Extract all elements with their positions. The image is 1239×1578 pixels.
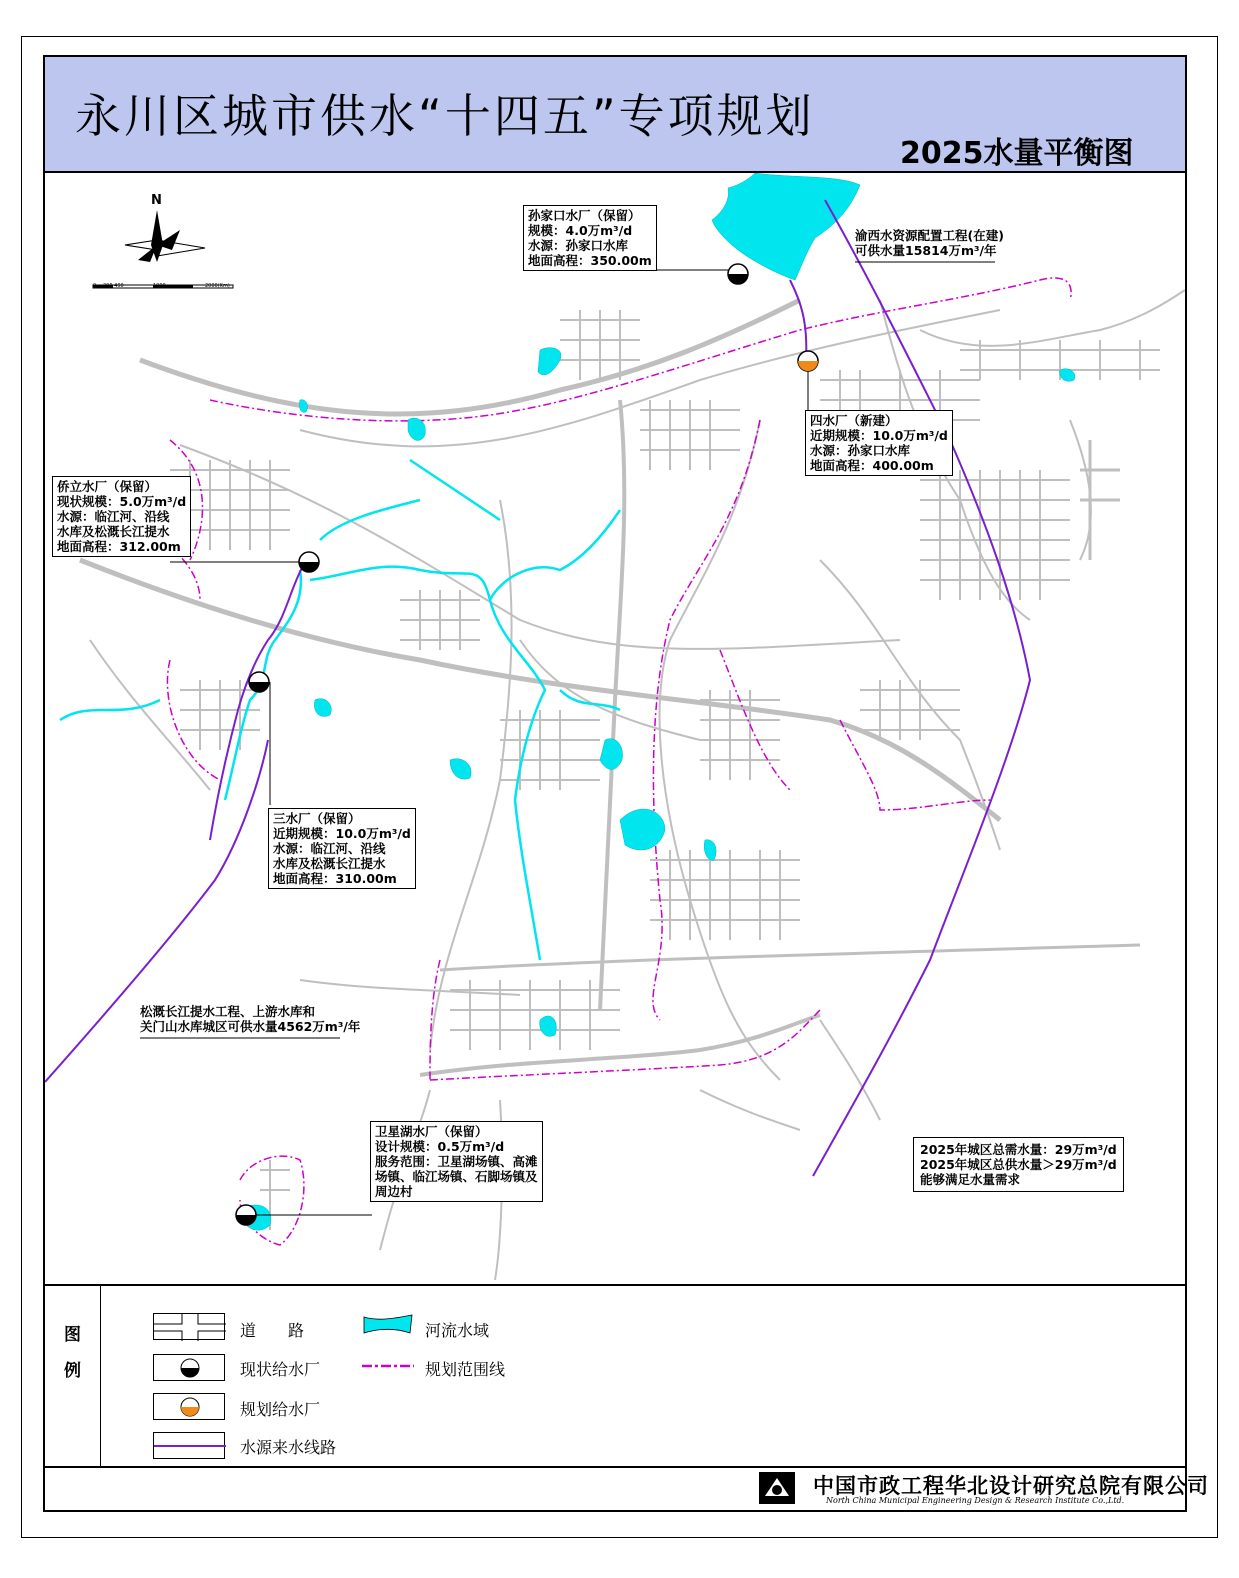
map-canvas[interactable] — [45, 173, 1185, 1284]
label-line: 设计规模：0.5万m³/d — [375, 1139, 505, 1154]
legend-pipeline-swatch — [153, 1432, 225, 1459]
label-line: 近期规模：10.0万m³/d — [273, 826, 411, 841]
north-arrow-icon — [125, 210, 205, 262]
label-line: 孙家口水厂（保留） — [528, 208, 641, 223]
label-line: 水库及松溉长江提水 — [57, 524, 170, 539]
label-line: 卫星湖水厂（保留） — [375, 1124, 488, 1139]
existing-plant-qiaoli[interactable] — [299, 552, 319, 572]
legend-boundary-swatch — [362, 1354, 414, 1377]
label-line: 服务范围：卫星湖场镇、高滩 — [375, 1154, 538, 1169]
label-line: 三水厂（保留） — [273, 811, 361, 826]
label-line: 水源：孙家口水库 — [810, 443, 911, 458]
label-line: 水库及松溉长江提水 — [273, 856, 386, 871]
existing-plant-third[interactable] — [249, 672, 269, 692]
legend-planned-swatch — [153, 1393, 225, 1420]
page-title: 永川区城市供水“十四五”专项规划 — [75, 89, 815, 143]
label-line: 近期规模：10.0万m³/d — [810, 428, 948, 443]
company-name: 中国市政工程华北设计研究总院有限公司 — [813, 1474, 1209, 1498]
road-network — [80, 290, 1185, 1280]
label-line: 规模：4.0万m³/d — [528, 223, 633, 238]
water-balance-summary — [913, 1137, 1124, 1192]
legend-heading-2: 例 — [64, 1361, 81, 1381]
legend-water-swatch — [362, 1313, 414, 1336]
note-line: 松溉长江提水工程、上游水库和 — [140, 1004, 316, 1019]
existing-plant-sunjiakou[interactable] — [728, 264, 748, 284]
note-songgai — [140, 1004, 360, 1034]
planned-plant-fourth[interactable] — [798, 351, 818, 371]
label-line: 场镇、临江场镇、石脚场镇及 — [375, 1169, 538, 1184]
label-qiaoli-plant — [52, 476, 191, 557]
note-line: 可供水量15814万m³/年 — [855, 243, 997, 258]
scale-label-3: 2000(Km) — [205, 283, 230, 289]
label-line: 水源：临江河、沿线 — [273, 841, 386, 856]
scale-label-1: 200 400 — [103, 283, 124, 289]
legend-planned-label: 规划给水厂 — [240, 1400, 321, 1419]
legend-existing-label: 现状给水厂 — [240, 1360, 321, 1379]
note-line: 渝西水资源配置工程(在建) — [855, 228, 1004, 243]
label-weixinghu-plant — [370, 1121, 543, 1202]
label-line: 四水厂（新建） — [810, 413, 898, 428]
label-line: 地面高程：312.00m — [57, 539, 181, 554]
legend-pipeline-label: 水源来水线路 — [240, 1438, 337, 1457]
leader-lines — [140, 262, 995, 1215]
scale-label-2: 1000 — [153, 283, 166, 289]
label-fourth-plant — [805, 410, 953, 476]
company-logo-icon — [757, 1470, 797, 1506]
north-label: N — [151, 193, 162, 208]
scale-label-0: 0 — [93, 283, 97, 289]
legend-heading-1: 图 — [64, 1325, 81, 1345]
water-bodies — [240, 173, 1075, 1230]
company-name-en: North China Municipal Engineering Design & Research Institute Co.,Ltd. — [826, 1496, 1125, 1505]
label-line: 侨立水厂（保留） — [57, 479, 158, 494]
label-line: 地面高程：400.00m — [810, 458, 934, 473]
label-third-plant — [268, 808, 416, 889]
note-line: 2025年城区总供水量＞29万m³/d — [920, 1157, 1117, 1172]
legend-boundary-label: 规划范围线 — [425, 1360, 506, 1379]
label-line: 现状规模：5.0万m³/d — [57, 494, 187, 509]
legend-existing-swatch — [153, 1354, 225, 1381]
note-line: 能够满足水量需求 — [920, 1172, 1021, 1187]
legend-road-label: 道 路 — [240, 1321, 305, 1340]
note-yuxi — [855, 228, 1004, 258]
label-line: 地面高程：350.00m — [528, 253, 652, 268]
label-line: 水源：临江河、沿线 — [57, 509, 170, 524]
existing-plant-weixinghu[interactable] — [236, 1205, 256, 1225]
note-line: 关门山水库城区可供水量4562万m³/年 — [140, 1019, 361, 1034]
note-line: 2025年城区总需水量：29万m³/d — [920, 1142, 1117, 1157]
label-sunjiakou-plant — [523, 205, 657, 271]
label-line: 水源：孙家口水库 — [528, 238, 629, 253]
legend-water-label: 河流水域 — [425, 1321, 490, 1340]
map-subtitle: 2025水量平衡图 — [900, 136, 1134, 171]
label-line: 周边村 — [375, 1184, 413, 1199]
label-line: 地面高程：310.00m — [273, 871, 397, 886]
legend-road-swatch — [153, 1313, 225, 1340]
